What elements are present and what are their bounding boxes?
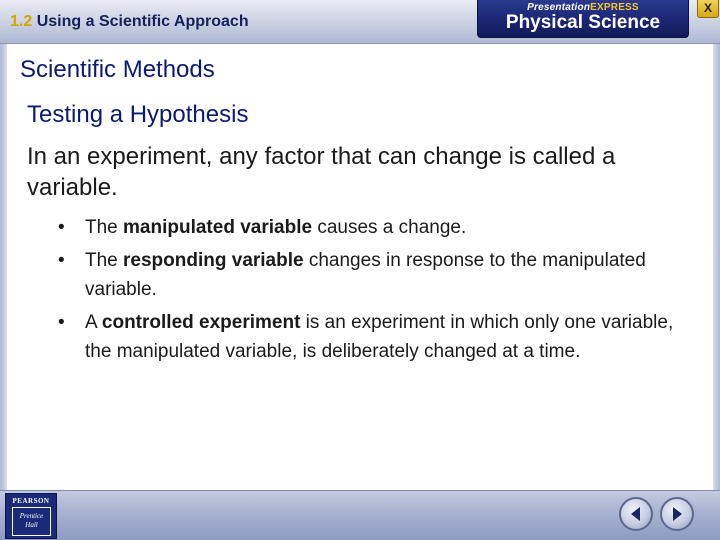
bullet-glyph: • (58, 250, 65, 271)
bullet-glyph: • (58, 217, 65, 238)
bullet-term: manipulated variable (123, 217, 313, 238)
bullet-text-post: causes a change. (312, 217, 467, 238)
previous-slide-button[interactable] (619, 497, 653, 531)
bullet-item (58, 308, 698, 366)
bullet-glyph: • (58, 312, 65, 333)
slide-title: Scientific Methods (20, 56, 215, 83)
bullet-text-pre: The (85, 250, 124, 271)
brand-logo (477, 0, 689, 38)
imprint-box (12, 507, 51, 536)
triangle-left-icon (628, 506, 644, 522)
footer-bar (0, 490, 720, 540)
bullet-term: controlled experiment (101, 312, 301, 333)
frame-left (0, 44, 7, 490)
imprint-name (13, 512, 50, 530)
bullet-text-pre: A (85, 312, 102, 333)
bullet-text-pre: The (85, 217, 124, 238)
imprint-line2: Hall (25, 521, 38, 529)
header-bar (0, 0, 720, 44)
imprint-line1: Prentice (19, 512, 44, 520)
close-button[interactable]: X (697, 0, 719, 18)
slide-subtitle: Testing a Hypothesis (27, 101, 249, 128)
bullet-item (58, 246, 698, 304)
triangle-right-icon (669, 506, 685, 522)
brand-main-title: Physical Science (505, 12, 661, 33)
publisher-name: PEARSON (12, 497, 50, 505)
bullet-item (58, 213, 698, 242)
section-title-text: Using a Scientific Approach (36, 13, 249, 30)
bullet-list (58, 213, 698, 370)
next-slide-button[interactable] (660, 497, 694, 531)
bullet-text-post: is an experiment in which only one variable, the manipulated variable, is deliberately changed at a time. (85, 312, 674, 362)
section-title (10, 13, 249, 31)
frame-right (713, 44, 720, 490)
intro-text: In an experiment, any factor that can change is called a variable. (27, 143, 616, 201)
pearson-logo (5, 493, 57, 539)
section-number: 1.2 (10, 13, 33, 30)
bullet-term: responding variable (123, 250, 304, 271)
bullet-text-post: changes in response to the manipulated variable. (85, 250, 646, 300)
brand-presentation: Presentation (527, 2, 591, 13)
brand-express: EXPRESS (590, 2, 639, 13)
